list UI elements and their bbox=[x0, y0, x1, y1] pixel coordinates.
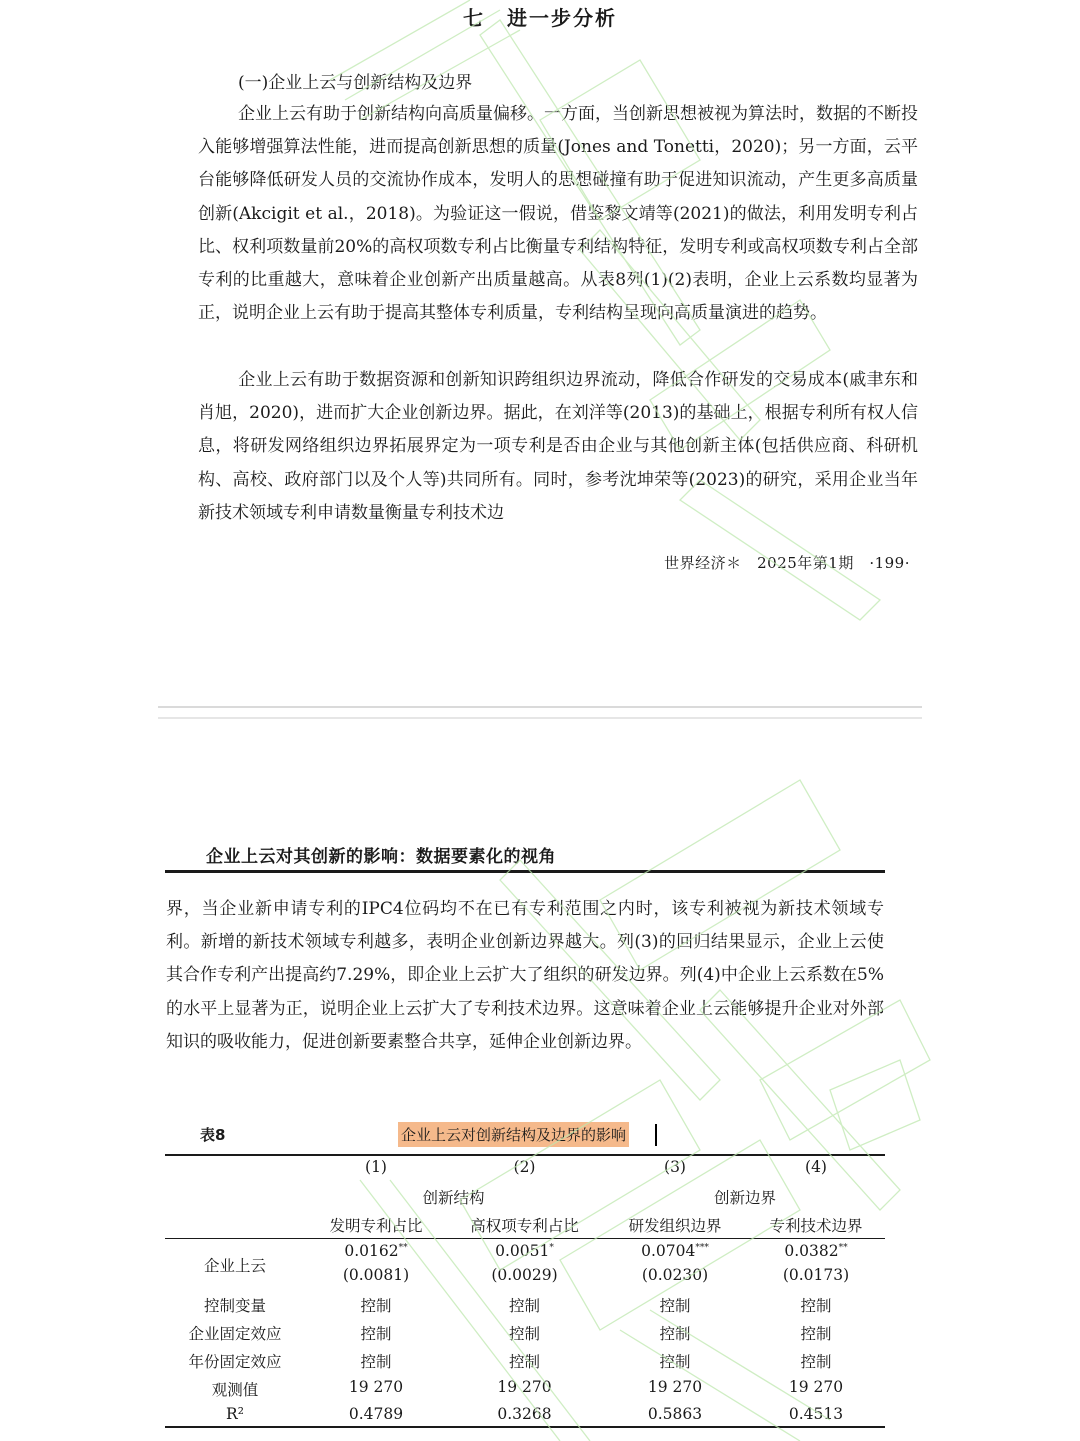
col-number: (3) bbox=[664, 1158, 686, 1176]
table-cell: 0.4513 bbox=[788, 1405, 844, 1423]
table-top-rule bbox=[165, 1154, 885, 1156]
standard-error: (0.0173) bbox=[782, 1266, 850, 1284]
table-cell: 19 270 bbox=[788, 1378, 844, 1396]
paragraph bbox=[198, 98, 918, 330]
paragraph: 界，当企业新申请专利的IPC4位码均不在已有专利范围之内时，该专利被视为新技术领域专利。新增的新技术领域专利越多，表明企业创新边界越大。列(3)的回归结果显示，企业上云使其合作专利产出提高约7.29%，即企业上云扩大了组织的研发边界。列(4)中企业上云系数在5%的水平上显著为正，说明企业上云扩大了专利技术边界。这意味着企业上云能够提升企业对外部知识的吸收能力，促进创新要素整合共享，延伸企业创新边界。 bbox=[166, 899, 884, 1052]
row-label: 控制变量 bbox=[203, 1297, 266, 1315]
text-cursor bbox=[655, 1124, 657, 1146]
table-cell: 控制 bbox=[659, 1325, 691, 1343]
col-number: (2) bbox=[513, 1158, 536, 1176]
table-header-rule bbox=[165, 1238, 885, 1239]
page-footer: 世界经济＊ 2025年第1期 ·199· bbox=[664, 554, 910, 572]
row-label: R² bbox=[226, 1405, 244, 1423]
table-cell: 19 270 bbox=[348, 1378, 404, 1396]
col-name: 高权项专利占比 bbox=[470, 1217, 579, 1235]
section-heading: 七 进一步分析 bbox=[463, 6, 617, 30]
table-cell: 控制 bbox=[360, 1325, 392, 1343]
standard-error: (0.0029) bbox=[491, 1266, 558, 1284]
row-label: 企业上云 bbox=[203, 1257, 266, 1275]
table-cell: 控制 bbox=[508, 1353, 540, 1371]
running-head: 企业上云对其创新的影响：数据要素化的视角 bbox=[206, 847, 556, 867]
coefficient: 0.0162** bbox=[344, 1242, 408, 1260]
coefficient: 0.0382** bbox=[784, 1242, 848, 1260]
table-cell: 0.5863 bbox=[647, 1405, 703, 1423]
table-bottom-rule bbox=[165, 1426, 885, 1428]
table-cell: 控制 bbox=[360, 1297, 392, 1315]
col-number: (4) bbox=[805, 1158, 827, 1176]
table-cell: 控制 bbox=[800, 1325, 832, 1343]
row-label: 企业固定效应 bbox=[188, 1325, 282, 1343]
paragraph-text: 企业上云有助于数据资源和创新知识跨组织边界流动，降低合作研发的交易成本(戚聿东和肖旭，2020)，进而扩大企业创新边界。据此，在刘洋等(2013)的基础上，根据专利所有权人信息，将研发网络组织边界拓展界定为一项专利是否由企业与其他创新主体(包括供应商、科研机构、高校、政府部门以及个人等)共同所有。同时，参考沈坤荣等(2023)的研究，采用企业当年新技术领域专利申请数量衡量专利技术边 bbox=[198, 370, 918, 523]
table-cell: 控制 bbox=[800, 1353, 832, 1371]
col-number: (1) bbox=[365, 1158, 387, 1176]
col-name: 专利技术边界 bbox=[769, 1217, 863, 1235]
page-divider bbox=[158, 706, 922, 720]
table-cell: 控制 bbox=[800, 1297, 832, 1315]
subsection-heading: (一)企业上云与创新结构及边界 bbox=[238, 73, 473, 93]
table-title-highlighted[interactable]: 企业上云对创新结构及边界的影响 bbox=[398, 1122, 629, 1147]
standard-error: (0.0081) bbox=[342, 1266, 410, 1284]
table-cell: 控制 bbox=[659, 1353, 691, 1371]
table-cell: 19 270 bbox=[497, 1378, 552, 1396]
coefficient: 0.0704*** bbox=[641, 1242, 709, 1260]
standard-error: (0.0230) bbox=[641, 1266, 709, 1284]
paragraph-text: 企业上云有助于创新结构向高质量偏移。一方面，当创新思想被视为算法时，数据的不断投入能够增强算法性能，进而提高创新思想的质量(Jones and Tonetti，2020)；另一方面，云平台能够降低研发人员的交流协作成本，发明人的思想碰撞有助于促进知识流动，产生更多高质量创新(Akcigit et al.，2018)。为验证这一假说，借鉴黎文靖等(2021)的做法，利用发明专利占比、权利项数量前20%的高权项数专利占比衡量专利结构特征，发明专利或高权项数专利占全部专利的比重越大，意味着企业创新产出质量越高。从表8列(1)(2)表明，企业上云系数均显著为正，说明企业上云有助于提高其整体专利质量，专利结构呈现向高质量演进的趋势。 bbox=[198, 104, 918, 324]
coefficient: 0.0051* bbox=[495, 1242, 554, 1260]
table-cell: 控制 bbox=[659, 1297, 691, 1315]
table-cell: 0.3268 bbox=[497, 1405, 552, 1423]
table-cell: 控制 bbox=[508, 1297, 540, 1315]
row-label: 观测值 bbox=[211, 1381, 259, 1399]
col-name: 发明专利占比 bbox=[329, 1217, 423, 1235]
table-cell: 0.4789 bbox=[348, 1405, 404, 1423]
running-head-rule bbox=[165, 870, 885, 873]
paragraph bbox=[198, 364, 918, 530]
table-cell: 控制 bbox=[360, 1353, 392, 1371]
table-cell: 控制 bbox=[508, 1325, 540, 1343]
col-name: 研发组织边界 bbox=[628, 1217, 722, 1235]
col-group-label: 创新结构 bbox=[422, 1189, 485, 1207]
table-cell: 19 270 bbox=[647, 1378, 703, 1396]
col-group-label: 创新边界 bbox=[713, 1189, 776, 1207]
table-label: 表8 bbox=[200, 1126, 226, 1144]
row-label: 年份固定效应 bbox=[188, 1353, 282, 1371]
